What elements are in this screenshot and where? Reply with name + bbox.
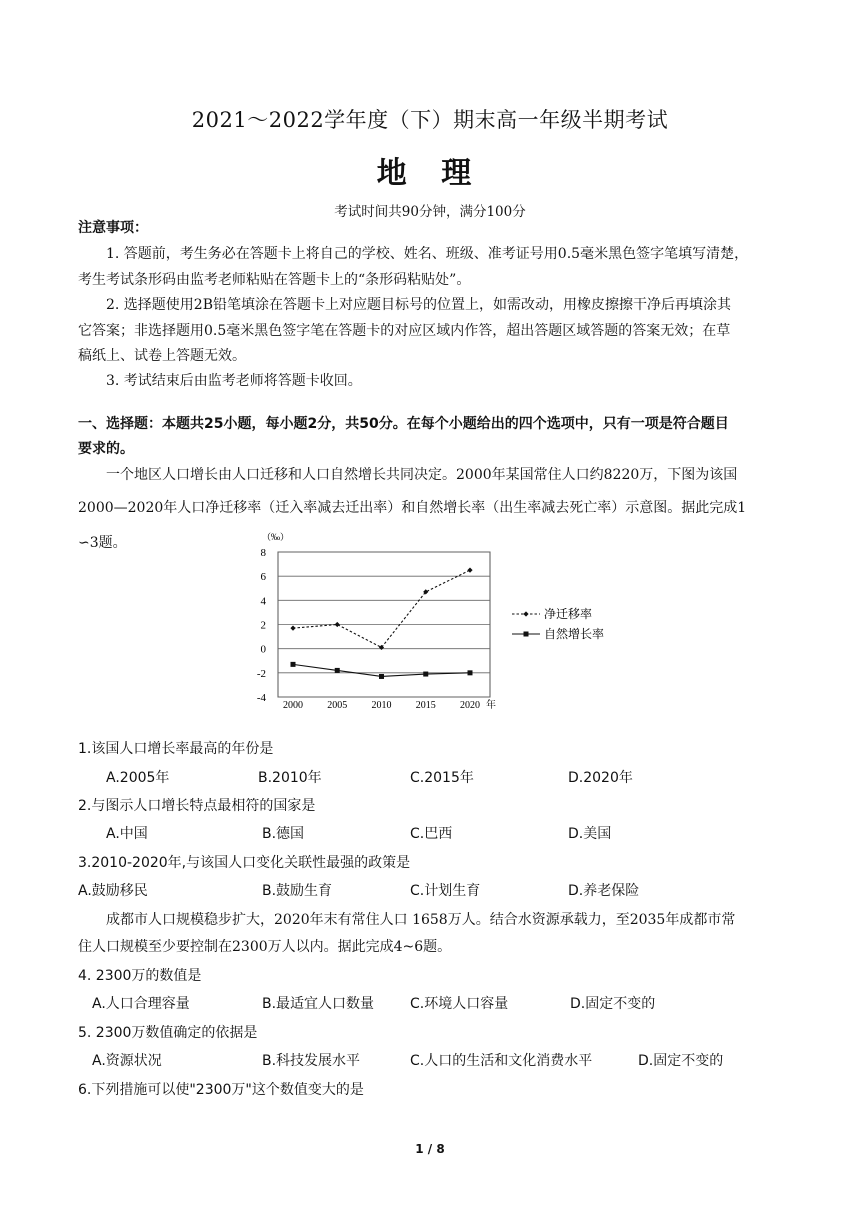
- option-a[interactable]: A.中国: [106, 826, 148, 842]
- notice-item: 考生考试条形码由监考老师粘贴在答题卡上的“条形码粘贴处”。: [78, 272, 471, 288]
- passage-text: 住人口规模至少要控制在2300万人以内。据此完成4~6题。: [78, 939, 452, 955]
- legend-label: 净迁移率: [544, 607, 593, 621]
- notice-item: 它答案；非选择题用0.5毫米黑色签字笔在答题卡的对应区域内作答，超出答题区域答题的答案无效；在草: [78, 323, 731, 339]
- data-point: [467, 568, 472, 573]
- passage-text: ∽3题。: [78, 535, 127, 551]
- data-point: [335, 622, 340, 627]
- option-d[interactable]: D.美国: [568, 826, 612, 842]
- option-c[interactable]: C.2015年: [410, 770, 474, 786]
- option-b[interactable]: B.2010年: [258, 770, 322, 786]
- section-heading: 一、选择题：本题共25小题，每小题2分，共50分。在每个小题给出的四个选项中，只有一项是符合题目: [78, 416, 729, 432]
- y-unit-label: （‰）: [262, 532, 290, 542]
- notice-item: 1. 答题前，考生务必在答题卡上将自己的学校、姓名、班级、准考证号用0.5毫米黑色签字笔填写清楚，: [106, 246, 749, 262]
- question-stem: 2.与图示人口增长特点最相符的国家是: [78, 798, 316, 814]
- subject-title: 地 理: [376, 156, 484, 191]
- option-b[interactable]: B.科技发展水平: [262, 1053, 361, 1069]
- notice-item: 2. 选择题使用2B铅笔填涂在答题卡上对应题目标号的位置上，如需改动，用橡皮擦擦干净后再填涂其: [106, 297, 732, 313]
- chart-legend: [512, 606, 604, 641]
- option-b[interactable]: B.鼓励生育: [262, 883, 333, 899]
- x-tick-label: 2020: [460, 700, 480, 711]
- question-stem: 4. 2300万的数值是: [78, 968, 202, 984]
- question-stem: 3.2010-2020年,与该国人口变化关联性最强的政策是: [78, 855, 411, 871]
- question-stem: 6.下列措施可以使"2300万"这个数值变大的是: [78, 1082, 364, 1098]
- option-a[interactable]: A.鼓励移民: [78, 883, 148, 899]
- data-point: [291, 662, 296, 667]
- option-a[interactable]: A.人口合理容量: [92, 996, 190, 1012]
- legend-marker: [523, 611, 528, 616]
- notice-item: 3. 考试结束后由监考老师将答题卡收回。: [106, 373, 362, 389]
- passage-text: 一个地区人口增长由人口迁移和人口自然增长共同决定。2000年某国常住人口约8220万，下图为该国: [106, 467, 738, 483]
- population-growth-chart: [240, 528, 640, 718]
- option-c[interactable]: C.环境人口容量: [410, 996, 509, 1012]
- data-point: [423, 672, 428, 677]
- notice-heading: 注意事项：: [78, 220, 148, 236]
- y-tick-label: -4: [256, 692, 266, 704]
- passage-text: 2000—2020年人口净迁移率（迁入率减去迁出率）和自然增长率（出生率减去死亡率）示意图。据此完成1: [78, 500, 747, 516]
- x-tick-label: 2010: [371, 700, 392, 711]
- legend-marker: [524, 632, 529, 637]
- option-c[interactable]: C.人口的生活和文化消费水平: [410, 1053, 593, 1069]
- exam-title: 2021～2022学年度（下）期末高一年级半期考试: [191, 108, 669, 132]
- data-point: [335, 668, 340, 673]
- option-d[interactable]: D.养老保险: [568, 883, 640, 899]
- y-tick-label: 4: [260, 595, 266, 608]
- exam-time-info: 考试时间共90分钟，满分100分: [334, 204, 526, 220]
- option-a[interactable]: A.2005年: [106, 770, 170, 786]
- x-unit-label: 年: [486, 700, 496, 711]
- data-point: [379, 674, 384, 679]
- y-tick-label: 8: [260, 547, 266, 559]
- y-tick-label: 2: [260, 619, 266, 632]
- notice-item: 稿纸上、试卷上答题无效。: [78, 348, 246, 364]
- y-tick-label: -2: [256, 667, 266, 680]
- option-c[interactable]: C.计划生育: [410, 883, 481, 899]
- data-point: [468, 670, 473, 675]
- x-tick-labels: [283, 698, 496, 711]
- question-stem: 5. 2300万数值确定的依据是: [78, 1025, 258, 1041]
- page-number: 1 / 8: [415, 1142, 445, 1156]
- option-d[interactable]: D.固定不变的: [570, 996, 656, 1012]
- x-tick-label: 2005: [327, 700, 348, 711]
- option-a[interactable]: A.资源状况: [92, 1053, 162, 1069]
- data-point: [290, 626, 295, 631]
- legend-label: 自然增长率: [544, 627, 605, 641]
- option-c[interactable]: C.巴西: [410, 826, 453, 842]
- section-heading: 要求的。: [78, 441, 134, 457]
- option-d[interactable]: D.固定不变的: [638, 1053, 724, 1069]
- x-tick-label: 2000: [283, 700, 303, 711]
- chart-series: [290, 568, 472, 679]
- x-tick-label: 2015: [415, 700, 436, 711]
- option-b[interactable]: B.最适宜人口数量: [262, 996, 375, 1012]
- series-line-1: [293, 570, 470, 647]
- y-tick-label: 0: [260, 643, 266, 656]
- question-stem: 1.该国人口增长率最高的年份是: [78, 741, 274, 757]
- option-b[interactable]: B.德国: [262, 826, 305, 842]
- y-tick-label: 6: [260, 571, 266, 584]
- option-d[interactable]: D.2020年: [568, 770, 633, 786]
- y-tick-labels: [257, 547, 267, 704]
- passage-text: 成都市人口规模稳步扩大，2020年末有常住人口 1658万人。结合水资源承载力，至2035年成都市常: [106, 912, 736, 928]
